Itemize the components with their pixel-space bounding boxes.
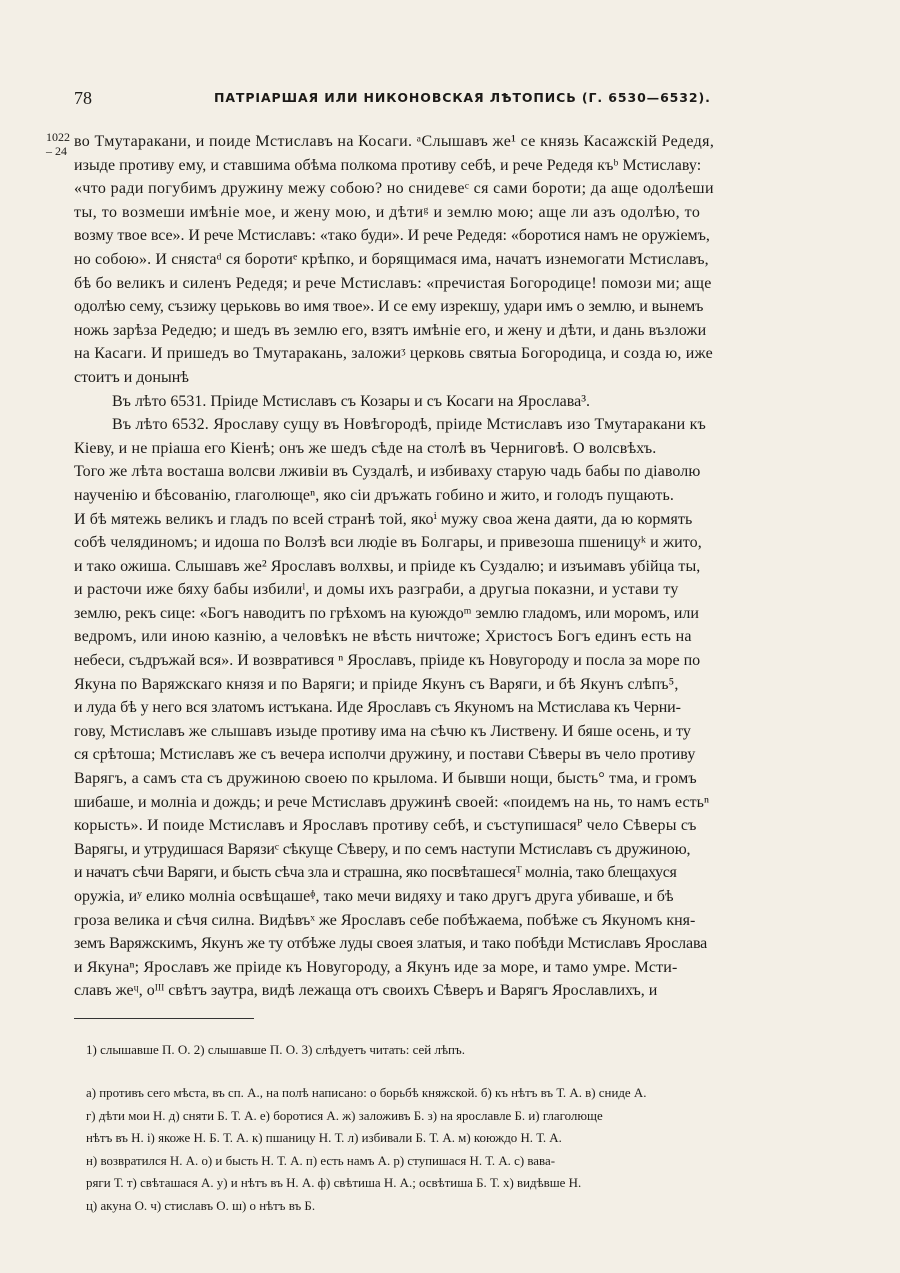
- variant-line: н) возвратился Н. А. о) и бысть Н. Т. А. п) есть намъ А. р) ступишася Н. Т. А. с) вава-: [86, 1152, 556, 1168]
- text-line: [74, 272, 850, 296]
- text-line-content: Якуна по Варяжскаго князя и по Варяги; и пріиде Якунъ съ Варяги, и бѣ Якунъ слѣпъ⁵,: [74, 675, 679, 693]
- text-line: [74, 909, 850, 933]
- text-line: [74, 508, 850, 532]
- text-line-content: И бѣ мятежь великъ и гладъ по всей странѣ той, якоⁱ мужу своа жена даяти, да ю кормять: [74, 510, 693, 528]
- text-line: [74, 720, 850, 744]
- text-line-content: шибаше, и молніа и дождь; и рече Мстиславъ дружинѣ своей: «поидемъ на нь, то намъ естьⁿ: [74, 793, 710, 811]
- text-line-content: Того же лѣта восташа волсви лживіи въ Суздалѣ, и избиваху старую чадь бабы по діаволю: [74, 463, 701, 481]
- text-line-content: ведромъ, или иною казнію, а человѣкъ не вѣсть ничтоже; Христосъ Богъ единъ есть на: [74, 628, 692, 646]
- text-line-content: но собою». И снястаᵈ ся боротиᵉ крѣпко, и борящимася има, начатъ изнемогати Мстиславъ,: [74, 250, 709, 268]
- text-line: [74, 484, 850, 508]
- text-line: [74, 319, 850, 343]
- variant-line: а) противъ сего мѣста, въ сп. А., на полѣ написано: о борьбѣ княжской. б) къ нѣтъ въ Т. А. в) сниде А.: [86, 1085, 647, 1100]
- page-number: 78: [74, 88, 92, 108]
- text-line: [74, 743, 850, 767]
- footnote-divider: [74, 1018, 254, 1019]
- text-line-content: ся срѣтоша; Мстиславъ же съ вечера исполчи дружину, и постави Сѣверы въ чело противу: [74, 746, 696, 764]
- text-line: [74, 154, 850, 178]
- variant-line: ц) акуна О. ч) стиславъ О. ш) о нѣтъ въ Б.: [86, 1197, 316, 1213]
- text-line: [74, 177, 850, 201]
- text-line-content: возму твое все». И рече Мстиславъ: «тако буди». И рече Редедя: «боротися намъ не оружіемъ,: [74, 227, 710, 245]
- text-line-content: и тако ожиша. Слышавъ же² Ярославъ волхвы, и пріиде къ Суздалю; и изъимавъ убійца ты,: [74, 557, 701, 575]
- text-line-content: ножь зарѣза Редедю; и шедъ въ землю его, взятъ имѣніе его, и жену и дѣти, и дань възложи: [74, 321, 707, 339]
- text-line: [46, 130, 850, 158]
- text-line: [74, 531, 850, 555]
- text-line-content: изыде противу ему, и ставшима обѣма полкома противу себѣ, и рече Редедя къᵇ Мстиславу:: [74, 156, 702, 174]
- text-line-content: гроза велика и сѣчя силна. Видѣвъˣ же Ярославъ себе побѣжаема, побѣже съ Якуномъ кня-: [74, 911, 696, 929]
- running-title: ПАТРІАРШАЯ ИЛИ НИКОНОВСКАЯ ЛѢТОПИСЬ (Г. 6530—6532).: [214, 90, 711, 105]
- text-line-content: и начатъ сѣчи Варяги, и бысть сѣча зла и страшна, яко посвѣташесяᵀ молніа, тако блещахуся: [74, 864, 677, 882]
- text-line: [74, 578, 850, 602]
- text-line-content: Варягъ, а самъ ста съ дружиною своею по крылома. И бывши нощи, бысть° тма, и громъ: [74, 770, 697, 788]
- text-line: [74, 673, 850, 697]
- text-line: [74, 460, 850, 484]
- text-line: [74, 224, 850, 248]
- text-line-content: и Якунаⁿ; Ярославъ же пріиде къ Новугороду, а Якунъ иде за море, и тамо умре. Мсти-: [74, 958, 678, 976]
- text-line-content: гову, Мстиславъ же слышавъ изыде противу има на сѣчю къ Листвену. И бяше осень, и ту: [74, 722, 691, 740]
- text-line-content: на Касаги. И пришедъ во Тмутаракань, заложиᶾ церковь святыа Богородица, и созда ю, иже: [74, 345, 713, 363]
- text-line-content: и луда бѣ у него вся златомъ истъкана. Иде Ярославъ съ Якуномъ на Мстислава къ Черни-: [74, 699, 681, 717]
- text-line-content: славъ жеᶣ, оᴵᴵᴵ свѣтъ заутра, видѣ лежаща отъ своихъ Сѣверъ и Варягъ Ярославлихъ, и: [74, 982, 658, 1000]
- text-line: [74, 767, 850, 791]
- variant-line: ряги Т. т) свѣташася А. у) и нѣтъ въ Н. А. ф) свѣтиша Н. А.; освѣтиша Б. Т. х) видѣвше Н.: [86, 1175, 582, 1190]
- main-text: [46, 130, 850, 1003]
- text-line-content: Кіеву, и не пріаша его Кіенѣ; онъ же шедъ сѣде на столѣ въ Черниговѣ. О волсвѣхъ.: [74, 439, 657, 457]
- text-line-content: Въ лѣто 6532. Ярославу сущу въ Новѣгородѣ, пріиде Мстиславъ изо Тмутаракани къ: [112, 416, 707, 434]
- text-line-content: ты, то возмеши имѣніе мое, и жену мою, и дѣтиᵍ и землю мою; аще ли азъ одолѣю, то: [74, 203, 701, 221]
- text-line-content: «что ради погубимъ дружину межу собою? но снидевеᶜ ся сами бороти; да аще одолѣеши: [74, 180, 714, 198]
- margin-year-range: – 24: [46, 144, 67, 158]
- text-line-content: землю, рекъ сице: «Богъ наводитъ по грѣхомъ на куюждоᵐ землю гладомъ, или моромъ, или: [74, 604, 699, 622]
- text-line-content: во Тмутаракани, и поиде Мстиславъ на Косаги. ᵃСлышавъ же¹ се князь Касажскій Редедя,: [74, 133, 715, 150]
- text-line: [74, 861, 850, 885]
- text-line-content: небеси, съдръжай вся». И возвратився ⁿ Ярославъ, пріиде къ Новугороду и посла за море по: [74, 652, 701, 670]
- text-line-content: оружіа, иʸ елико молніа освѣщашеᶲ, тако мечи видяху и тако другъ друга убиваше, и бѣ: [74, 888, 674, 905]
- text-line: [74, 602, 850, 626]
- text-line: [74, 201, 850, 225]
- variant-line: нѣтъ въ Н. і) якоже Н. Б. Т. А. к) пшаницу Н. Т. л) избивали Б. Т. А. м) коюждо Н. Т. А.: [86, 1130, 562, 1145]
- text-line: [74, 838, 850, 862]
- text-line: [74, 366, 850, 390]
- text-line: [74, 437, 850, 461]
- text-line: [74, 649, 850, 673]
- margin-year: 1022: [46, 130, 70, 144]
- text-line-content: одолѣю сему, съзижу церьковь во имя твое». И се ему изрекшу, удари имъ о землю, и вынемъ: [74, 298, 704, 316]
- text-line-content: и расточи иже бяху бабы избилиˡ, и домы ихъ разграби, а другыа показни, и устави ту: [74, 581, 679, 599]
- text-line-content: стоитъ и донынѣ: [74, 368, 189, 386]
- text-line: [74, 814, 850, 838]
- text-line: [74, 295, 850, 319]
- text-line: [74, 696, 850, 720]
- text-line-content: Въ лѣто 6531. Пріиде Мстиславъ съ Козары и съ Косаги на Ярослава³.: [112, 392, 591, 410]
- variant-line: г) дѣти мои Н. д) сняти Б. Т. А. е) боротися А. ж) заложивъ Б. з) на ярославле Б. и) глаголюще: [86, 1107, 603, 1123]
- variant-readings: [86, 1082, 856, 1217]
- text-line: [74, 248, 850, 272]
- text-line-content: Варягы, и утрудишася Варязиᶜ сѣкуще Сѣверу, и по семъ наступи Мстиславъ съ дружиною,: [74, 840, 691, 858]
- text-line: [74, 885, 850, 909]
- text-line-content: корысть». И поиде Мстиславъ и Ярославъ противу себѣ, и съступишасяᴾ чело Сѣверы съ: [74, 817, 697, 835]
- text-line: [74, 932, 850, 956]
- text-line: [74, 555, 850, 579]
- text-line-content: земъ Варяжскимъ, Якунъ же ту отбѣже луды своея златыя, и тако побѣди Мстиславъ Ярослава: [74, 935, 708, 953]
- text-line: [74, 625, 850, 649]
- text-line: [74, 413, 850, 437]
- text-line-content: наученію и бѣсованію, глаголющеⁿ, яко сіи дръжать гобино и жито, и голодъ пущають.: [74, 486, 674, 504]
- text-line: [74, 390, 850, 414]
- text-line: [74, 342, 850, 366]
- text-line: [74, 956, 850, 980]
- page-header: [0, 88, 900, 116]
- text-line: [74, 791, 850, 815]
- text-line: [74, 979, 850, 1003]
- text-line-content: собѣ челядиномъ; и идоша по Волзѣ вси людіе въ Болгары, и привезоша пшеницуᵏ и жито,: [74, 534, 702, 552]
- text-line-content: бѣ бо великъ и силенъ Редедя; и рече Мстиславъ: «пречистая Богородице! помози ми; аще: [74, 274, 712, 292]
- numbered-footnotes: 1) слышавше П. О. 2) слышавше П. О. 3) слѣдуетъ читать: сей лѣпъ.: [86, 1042, 465, 1057]
